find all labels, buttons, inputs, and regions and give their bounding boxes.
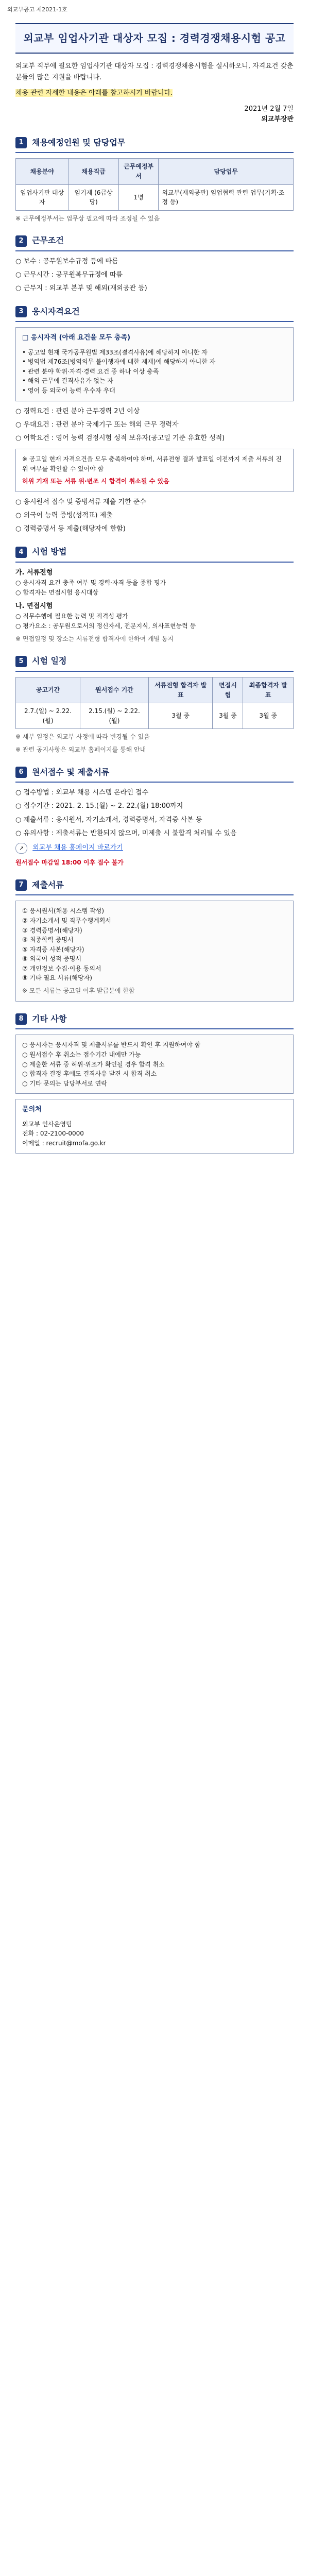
schedule-table-header: 최종합격자 발표 bbox=[243, 677, 294, 703]
eligibility-emphasis bbox=[15, 449, 294, 492]
section-2-number: 2 bbox=[15, 235, 27, 247]
list-item: ○ 근무지 : 외교부 본부 및 해외(재외공관 등) bbox=[15, 284, 147, 293]
misc-box bbox=[15, 1035, 294, 1094]
list-item: ○ 합격자 결정 후에도 결격사유 발견 시 합격 취소 bbox=[22, 1070, 157, 1078]
list-item: ④ 최종학력 증명서 bbox=[22, 936, 74, 944]
list-item: • 병역법 제76조(병역의무 불이행자에 대한 제재)에 해당하지 아니한 자 bbox=[22, 358, 216, 366]
list-item: ○ 응시원서 접수 및 증빙서류 제출 기한 준수 bbox=[15, 498, 146, 506]
list-item: • 공고일 현재 국가공무원법 제33조(결격사유)에 해당하지 아니한 자 bbox=[22, 348, 208, 356]
contact-line: 전화 : 02-2100-0000 bbox=[22, 1130, 84, 1138]
eligibility-box bbox=[15, 327, 294, 401]
section-2-list bbox=[15, 257, 294, 294]
intro-highlight bbox=[15, 88, 294, 99]
intro-paragraph: 외교부 직무에 필요한 임업사기관 대상자 모집 : 경력경쟁채용시험을 실시하오니, 자격요건 갖춘 분들의 많은 지원을 바랍니다. bbox=[15, 62, 294, 82]
list-item: ○ 제출서류 : 응시원서, 자기소개서, 경력증명서, 자격증 사본 등 bbox=[15, 816, 202, 824]
section-5-heading bbox=[15, 653, 294, 672]
schedule-table-header: 면접시험 bbox=[213, 677, 243, 703]
list-item: ○ 원서접수 후 취소는 접수기간 내에만 가능 bbox=[22, 1051, 141, 1059]
issue-date: 2021년 2월 7일 bbox=[244, 105, 294, 113]
recruitment-table-header: 채용분야 bbox=[16, 159, 68, 184]
section-2 bbox=[15, 232, 294, 294]
misc-lines bbox=[22, 1040, 287, 1088]
schedule-table-header: 공고기간 bbox=[16, 677, 80, 703]
section-5-title: 시험 일정 bbox=[32, 656, 67, 666]
section-3-list bbox=[15, 406, 294, 444]
exam-method-line: ○ 응시자격 요건 충족 여부 및 경력·자격 등을 종합 평가 bbox=[15, 579, 166, 587]
recruitment-table-header: 근무예정부서 bbox=[118, 159, 159, 184]
contact-title: 문의처 bbox=[22, 1106, 42, 1114]
list-item: ⑦ 개인정보 수집·이용 동의서 bbox=[22, 964, 101, 972]
section-6-number: 6 bbox=[15, 767, 27, 778]
section-3-number: 3 bbox=[15, 306, 27, 317]
list-item: ○ 보수 : 공무원보수규정 등에 따름 bbox=[15, 258, 118, 266]
section-6-heading bbox=[15, 764, 294, 783]
apply-row bbox=[15, 843, 294, 854]
section-1 bbox=[15, 134, 294, 224]
section-1-note: ※ 근무예정부서는 업무상 필요에 따라 조정될 수 있음 bbox=[15, 214, 160, 222]
section-4-heading bbox=[15, 544, 294, 563]
section-7-title: 제출서류 bbox=[32, 879, 64, 890]
exam-method-line: ○ 평가요소 : 공무원으로서의 정신자세, 전문지식, 의사표현능력 등 bbox=[15, 622, 196, 630]
section-5-note: ※ 관련 공지사항은 외교부 홈페이지를 통해 안내 bbox=[15, 745, 146, 753]
list-item: • 관련 분야 학위·자격·경력 요건 중 하나 이상 충족 bbox=[22, 367, 159, 375]
section-7-note: ※ 모든 서류는 공고일 이후 발급분에 한함 bbox=[22, 987, 135, 995]
intro bbox=[15, 61, 294, 99]
list-item: ○ 접수방법 : 외교부 채용 시스템 온라인 접수 bbox=[15, 789, 149, 797]
table-cell: 2.7.(일) ~ 2.22.(월) bbox=[16, 703, 80, 729]
list-item: ○ 제출한 서류 중 허위·위조가 확인될 경우 합격 취소 bbox=[22, 1060, 165, 1068]
list-item: ⑤ 자격증 사본(해당자) bbox=[22, 945, 84, 953]
list-item: ○ 기타 문의는 담당부서로 연락 bbox=[22, 1079, 107, 1087]
table-cell: 임기제 (6급상당) bbox=[68, 184, 118, 210]
section-6-list bbox=[15, 788, 294, 839]
table-cell: 외교부(재외공관) 임업협력 관련 업무(기획·조정 등) bbox=[159, 184, 294, 210]
list-item: ⑧ 기타 필요 서류(해당자) bbox=[22, 974, 92, 982]
section-3-heading bbox=[15, 303, 294, 323]
list-item: ① 응시원서(채용 시스템 작성) bbox=[22, 907, 105, 915]
list-item: • 해외 근무에 결격사유가 없는 자 bbox=[22, 377, 113, 385]
eligibility-box-title: □ 응시자격 (아래 요건을 모두 충족) bbox=[22, 334, 131, 342]
section-5-number: 5 bbox=[15, 656, 27, 667]
section-8 bbox=[15, 1011, 294, 1154]
exam-method-line: ○ 합격자는 면접시험 응시대상 bbox=[15, 588, 99, 596]
recruit-homepage-link[interactable]: 외교부 채용 홈페이지 바로가기 bbox=[32, 843, 123, 852]
list-item: ○ 접수기간 : 2021. 2. 15.(월) ~ 2. 22.(월) 18:00까지 bbox=[15, 802, 183, 810]
list-item: ② 자기소개서 및 직무수행계획서 bbox=[22, 917, 111, 924]
table-cell: 1명 bbox=[118, 184, 159, 210]
contact-box bbox=[15, 1099, 294, 1154]
exam-method-line: 나. 면접시험 bbox=[15, 602, 53, 611]
section-1-number: 1 bbox=[15, 137, 27, 148]
contact-line: 이메일 : recruit@mofa.go.kr bbox=[22, 1139, 106, 1147]
list-item: • 영어 등 외국어 능력 우수자 우대 bbox=[22, 386, 115, 394]
table-cell: 임업사기관 대상자 bbox=[16, 184, 68, 210]
section-7 bbox=[15, 877, 294, 1002]
list-item: ○ 경력요건 : 관련 분야 근무경력 2년 이상 bbox=[15, 407, 140, 415]
deadline-emphasis: 원서접수 마감일 18:00 이후 접수 불가 bbox=[15, 858, 124, 866]
section-2-title: 근무조건 bbox=[32, 235, 64, 246]
list-item: ○ 외국어 능력 증빙(성적표) 제출 bbox=[15, 511, 113, 519]
table-row bbox=[16, 703, 294, 729]
section-5-note: ※ 세부 일정은 외교부 사정에 따라 변경될 수 있음 bbox=[15, 733, 150, 741]
section-8-title: 기타 사항 bbox=[32, 1013, 67, 1024]
section-2-heading bbox=[15, 232, 294, 251]
issuer: 외교부장관 bbox=[261, 115, 294, 124]
section-3-extra bbox=[15, 497, 294, 534]
exam-method-block bbox=[15, 568, 294, 643]
exam-method-line: 가. 서류전형 bbox=[15, 568, 53, 577]
eligibility-box-lines bbox=[22, 348, 287, 396]
list-item: ○ 응시자는 응시자격 및 제출서류를 반드시 확인 후 지원하여야 함 bbox=[22, 1041, 201, 1049]
table-cell: 2.15.(월) ~ 2.22.(월) bbox=[80, 703, 149, 729]
table-cell: 3월 중 bbox=[148, 703, 213, 729]
schedule-table-header: 원서접수 기간 bbox=[80, 677, 149, 703]
table-row bbox=[16, 184, 294, 210]
table-cell: 3월 중 bbox=[243, 703, 294, 729]
list-item: ○ 근무시간 : 공무원복무규정에 따름 bbox=[15, 271, 123, 279]
section-1-title: 채용예정인원 및 담당업무 bbox=[32, 137, 126, 147]
intro-highlight-text: 채용 관련 자세한 내용은 아래를 참고하시기 바랍니다. bbox=[15, 89, 173, 97]
section-3-title: 응시자격요건 bbox=[32, 306, 80, 316]
contact-line: 외교부 인사운영팀 bbox=[22, 1120, 72, 1128]
section-4-title: 시험 방법 bbox=[32, 547, 67, 557]
schedule-table-header: 서류전형 합격자 발표 bbox=[148, 677, 213, 703]
recruitment-table bbox=[15, 158, 294, 210]
section-3 bbox=[15, 303, 294, 535]
recruitment-table-header: 채용직급 bbox=[68, 159, 118, 184]
section-7-heading bbox=[15, 877, 294, 896]
section-1-heading bbox=[15, 134, 294, 154]
list-item: ○ 우대요건 : 관련 분야 국제기구 또는 해외 근무 경력자 bbox=[15, 420, 179, 429]
list-item: ○ 어학요건 : 영어 능력 검정시험 성적 보유자(공고일 기준 유효한 성적) bbox=[15, 434, 225, 442]
section-4-note: ※ 면접일정 및 장소는 서류전형 합격자에 한하여 개별 통지 bbox=[15, 635, 174, 642]
list-item: ⑥ 외국어 성적 증명서 bbox=[22, 955, 81, 963]
section-4 bbox=[15, 544, 294, 643]
recruitment-table-header: 담당업무 bbox=[159, 159, 294, 184]
exam-method-line: ○ 직무수행에 필요한 능력 및 적격성 평가 bbox=[15, 613, 128, 620]
date-and-issuer bbox=[15, 104, 294, 125]
schedule-table bbox=[15, 677, 294, 729]
eligibility-emphasis-title: ※ 공고일 현재 자격요건을 모두 충족하여야 하며, 서류전형 결과 발표일 이전까지 제출 서류의 진위 여부를 확인할 수 있어야 함 bbox=[22, 455, 282, 472]
eligibility-emphasis-red: 허위 기재 또는 서류 위·변조 시 합격이 취소될 수 있음 bbox=[22, 478, 169, 485]
link-icon: ↗ bbox=[15, 843, 27, 854]
list-item: ○ 경력증명서 등 제출(해당자에 한함) bbox=[15, 524, 126, 533]
list-item: ○ 유의사항 : 제출서류는 반환되지 않으며, 미제출 시 불합격 처리될 수 있음 bbox=[15, 829, 237, 837]
table-cell: 3월 중 bbox=[213, 703, 243, 729]
section-5 bbox=[15, 653, 294, 754]
section-6-title: 원서접수 및 제출서류 bbox=[32, 767, 110, 777]
section-8-number: 8 bbox=[15, 1013, 27, 1025]
section-8-heading bbox=[15, 1011, 294, 1030]
section-7-number: 7 bbox=[15, 879, 27, 891]
documents-lines bbox=[22, 906, 287, 983]
document-title: 외교부 임업사기관 대상자 모집 : 경력경쟁채용시험 공고 bbox=[15, 23, 294, 54]
section-4-number: 4 bbox=[15, 547, 27, 558]
list-item: ③ 경력증명서(해당자) bbox=[22, 926, 82, 934]
header-top-left: 외교부공고 제2021-1호 bbox=[7, 6, 67, 13]
documents-box bbox=[15, 901, 294, 1001]
section-6 bbox=[15, 764, 294, 868]
